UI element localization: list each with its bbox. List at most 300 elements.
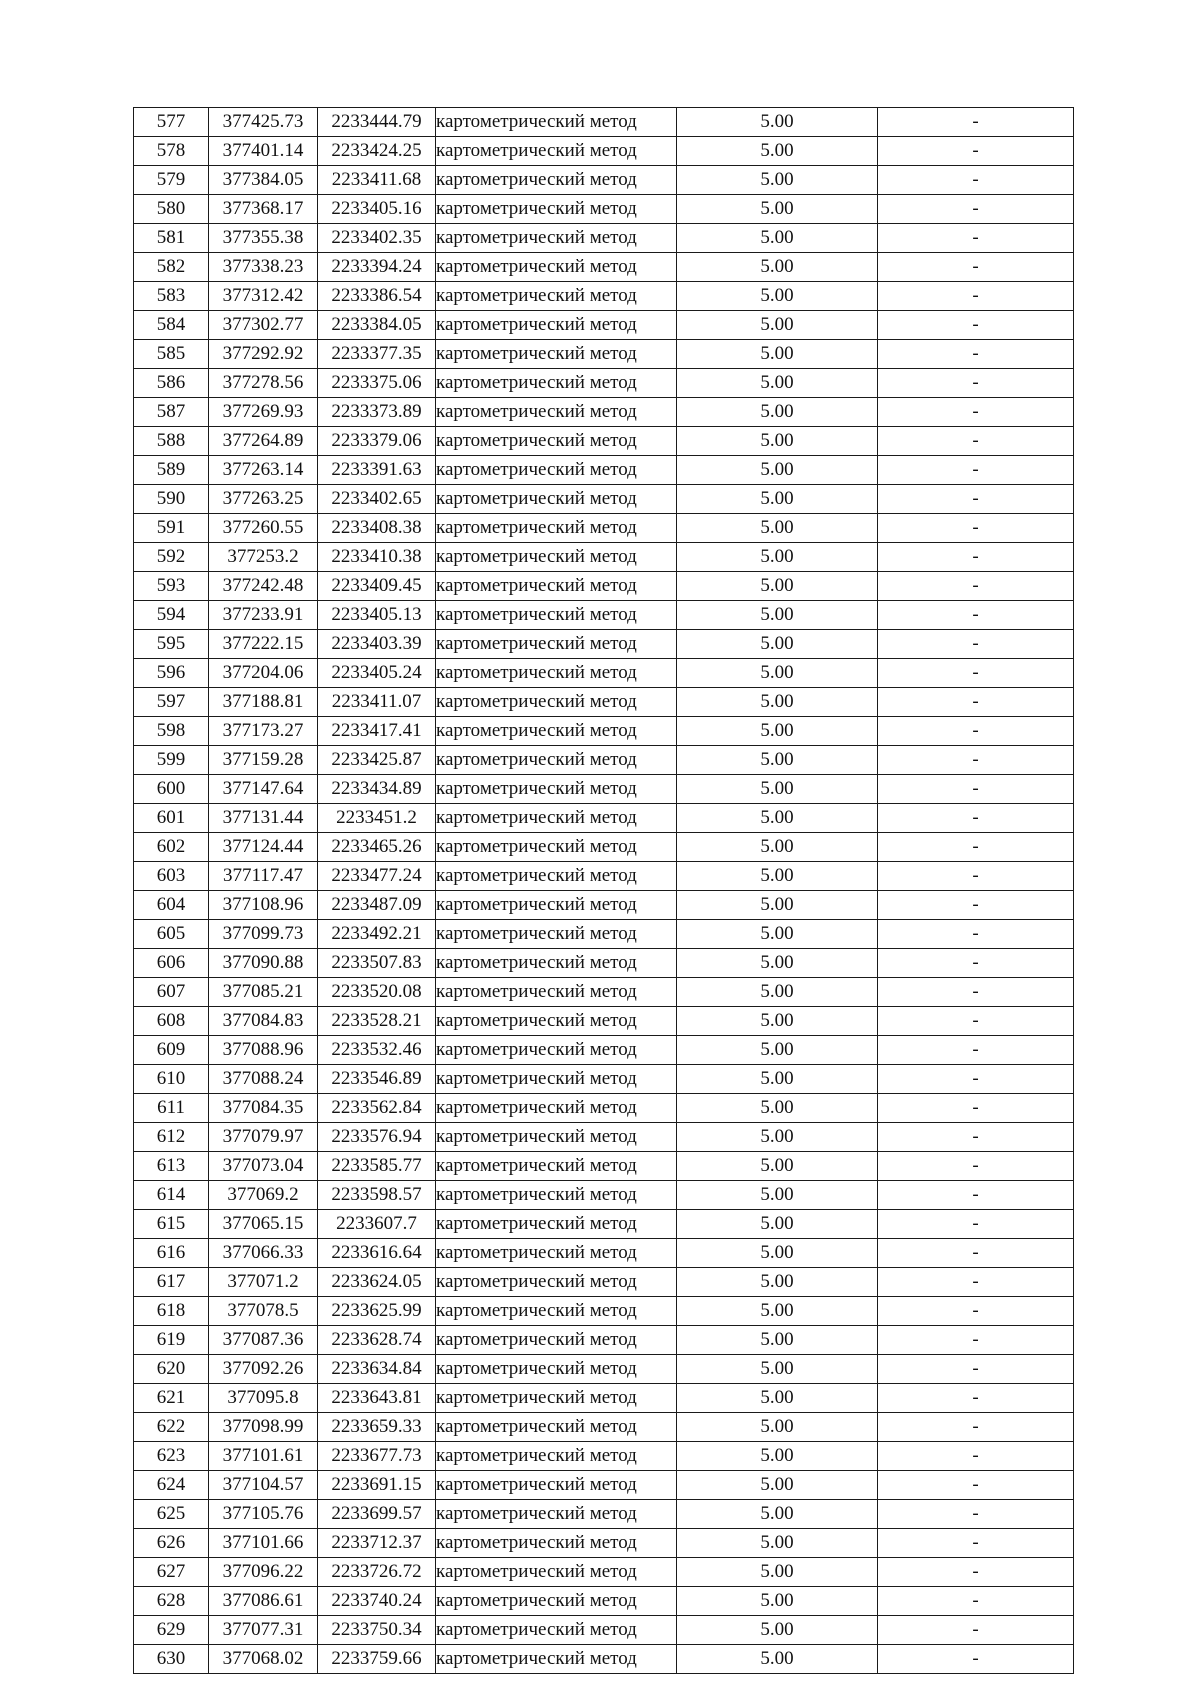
accuracy-cell: 5.00 — [677, 601, 878, 630]
accuracy-cell: 5.00 — [677, 630, 878, 659]
method-cell: картометрический метод — [436, 1442, 677, 1471]
accuracy-cell: 5.00 — [677, 1558, 878, 1587]
method-cell: картометрический метод — [436, 630, 677, 659]
point-number-cell: 595 — [134, 630, 209, 659]
table-row — [134, 485, 1074, 514]
y-coordinate-cell: 2233373.89 — [318, 398, 436, 427]
table-row — [134, 1413, 1074, 1442]
y-coordinate-cell: 2233417.41 — [318, 717, 436, 746]
y-coordinate-cell: 2233411.68 — [318, 166, 436, 195]
note-cell: - — [878, 1587, 1074, 1616]
y-coordinate-cell: 2233434.89 — [318, 775, 436, 804]
note-cell: - — [878, 1645, 1074, 1674]
accuracy-cell: 5.00 — [677, 1587, 878, 1616]
accuracy-cell: 5.00 — [677, 1616, 878, 1645]
y-coordinate-cell: 2233659.33 — [318, 1413, 436, 1442]
table-row — [134, 543, 1074, 572]
point-number-cell: 581 — [134, 224, 209, 253]
table-row — [134, 978, 1074, 1007]
method-cell: картометрический метод — [436, 224, 677, 253]
y-coordinate-cell: 2233391.63 — [318, 456, 436, 485]
table-row — [134, 1297, 1074, 1326]
accuracy-cell: 5.00 — [677, 1210, 878, 1239]
method-cell: картометрический метод — [436, 891, 677, 920]
note-cell: - — [878, 398, 1074, 427]
method-cell: картометрический метод — [436, 1384, 677, 1413]
point-number-cell: 611 — [134, 1094, 209, 1123]
method-cell: картометрический метод — [436, 1645, 677, 1674]
x-coordinate-cell: 377278.56 — [209, 369, 318, 398]
point-number-cell: 618 — [134, 1297, 209, 1326]
note-cell: - — [878, 369, 1074, 398]
point-number-cell: 602 — [134, 833, 209, 862]
note-cell: - — [878, 1268, 1074, 1297]
accuracy-cell: 5.00 — [677, 514, 878, 543]
note-cell: - — [878, 978, 1074, 1007]
accuracy-cell: 5.00 — [677, 775, 878, 804]
note-cell: - — [878, 833, 1074, 862]
y-coordinate-cell: 2233677.73 — [318, 1442, 436, 1471]
point-number-cell: 587 — [134, 398, 209, 427]
accuracy-cell: 5.00 — [677, 1152, 878, 1181]
point-number-cell: 629 — [134, 1616, 209, 1645]
table-row — [134, 137, 1074, 166]
accuracy-cell: 5.00 — [677, 659, 878, 688]
y-coordinate-cell: 2233528.21 — [318, 1007, 436, 1036]
accuracy-cell: 5.00 — [677, 1036, 878, 1065]
x-coordinate-cell: 377087.36 — [209, 1326, 318, 1355]
accuracy-cell: 5.00 — [677, 282, 878, 311]
table-row — [134, 1645, 1074, 1674]
x-coordinate-cell: 377071.2 — [209, 1268, 318, 1297]
note-cell: - — [878, 1181, 1074, 1210]
accuracy-cell: 5.00 — [677, 1442, 878, 1471]
accuracy-cell: 5.00 — [677, 949, 878, 978]
table-row — [134, 949, 1074, 978]
x-coordinate-cell: 377078.5 — [209, 1297, 318, 1326]
table-row — [134, 1384, 1074, 1413]
accuracy-cell: 5.00 — [677, 137, 878, 166]
note-cell: - — [878, 862, 1074, 891]
point-number-cell: 592 — [134, 543, 209, 572]
method-cell: картометрический метод — [436, 775, 677, 804]
note-cell: - — [878, 891, 1074, 920]
table-row — [134, 862, 1074, 891]
table-row — [134, 833, 1074, 862]
accuracy-cell: 5.00 — [677, 862, 878, 891]
method-cell: картометрический метод — [436, 282, 677, 311]
x-coordinate-cell: 377188.81 — [209, 688, 318, 717]
y-coordinate-cell: 2233585.77 — [318, 1152, 436, 1181]
point-number-cell: 630 — [134, 1645, 209, 1674]
x-coordinate-cell: 377368.17 — [209, 195, 318, 224]
y-coordinate-cell: 2233634.84 — [318, 1355, 436, 1384]
point-number-cell: 624 — [134, 1471, 209, 1500]
note-cell: - — [878, 1152, 1074, 1181]
point-number-cell: 612 — [134, 1123, 209, 1152]
x-coordinate-cell: 377088.96 — [209, 1036, 318, 1065]
note-cell: - — [878, 659, 1074, 688]
note-cell: - — [878, 1529, 1074, 1558]
x-coordinate-cell: 377104.57 — [209, 1471, 318, 1500]
method-cell: картометрический метод — [436, 1471, 677, 1500]
y-coordinate-cell: 2233384.05 — [318, 311, 436, 340]
y-coordinate-cell: 2233425.87 — [318, 746, 436, 775]
note-cell: - — [878, 572, 1074, 601]
accuracy-cell: 5.00 — [677, 224, 878, 253]
note-cell: - — [878, 1123, 1074, 1152]
table-row — [134, 398, 1074, 427]
point-number-cell: 606 — [134, 949, 209, 978]
x-coordinate-cell: 377222.15 — [209, 630, 318, 659]
x-coordinate-cell: 377425.73 — [209, 108, 318, 137]
method-cell: картометрический метод — [436, 1326, 677, 1355]
note-cell: - — [878, 1616, 1074, 1645]
accuracy-cell: 5.00 — [677, 1500, 878, 1529]
y-coordinate-cell: 2233532.46 — [318, 1036, 436, 1065]
method-cell: картометрический метод — [436, 340, 677, 369]
x-coordinate-cell: 377065.15 — [209, 1210, 318, 1239]
point-number-cell: 589 — [134, 456, 209, 485]
accuracy-cell: 5.00 — [677, 1007, 878, 1036]
accuracy-cell: 5.00 — [677, 1645, 878, 1674]
accuracy-cell: 5.00 — [677, 717, 878, 746]
method-cell: картометрический метод — [436, 746, 677, 775]
x-coordinate-cell: 377338.23 — [209, 253, 318, 282]
point-number-cell: 586 — [134, 369, 209, 398]
y-coordinate-cell: 2233451.2 — [318, 804, 436, 833]
table-row — [134, 1065, 1074, 1094]
table-row — [134, 456, 1074, 485]
method-cell: картометрический метод — [436, 1355, 677, 1384]
note-cell: - — [878, 1094, 1074, 1123]
accuracy-cell: 5.00 — [677, 920, 878, 949]
point-number-cell: 579 — [134, 166, 209, 195]
method-cell: картометрический метод — [436, 717, 677, 746]
accuracy-cell: 5.00 — [677, 456, 878, 485]
x-coordinate-cell: 377117.47 — [209, 862, 318, 891]
point-number-cell: 620 — [134, 1355, 209, 1384]
x-coordinate-cell: 377302.77 — [209, 311, 318, 340]
accuracy-cell: 5.00 — [677, 195, 878, 224]
point-number-cell: 627 — [134, 1558, 209, 1587]
table-row — [134, 891, 1074, 920]
y-coordinate-cell: 2233408.38 — [318, 514, 436, 543]
y-coordinate-cell: 2233607.7 — [318, 1210, 436, 1239]
point-number-cell: 598 — [134, 717, 209, 746]
x-coordinate-cell: 377131.44 — [209, 804, 318, 833]
note-cell: - — [878, 485, 1074, 514]
method-cell: картометрический метод — [436, 1210, 677, 1239]
method-cell: картометрический метод — [436, 311, 677, 340]
method-cell: картометрический метод — [436, 137, 677, 166]
note-cell: - — [878, 427, 1074, 456]
table-row — [134, 1326, 1074, 1355]
x-coordinate-cell: 377401.14 — [209, 137, 318, 166]
y-coordinate-cell: 2233377.35 — [318, 340, 436, 369]
point-number-cell: 597 — [134, 688, 209, 717]
y-coordinate-cell: 2233759.66 — [318, 1645, 436, 1674]
accuracy-cell: 5.00 — [677, 1065, 878, 1094]
table-row — [134, 1007, 1074, 1036]
y-coordinate-cell: 2233643.81 — [318, 1384, 436, 1413]
point-number-cell: 609 — [134, 1036, 209, 1065]
table-row — [134, 253, 1074, 282]
method-cell: картометрический метод — [436, 1587, 677, 1616]
table-row — [134, 659, 1074, 688]
method-cell: картометрический метод — [436, 456, 677, 485]
table-row — [134, 1152, 1074, 1181]
y-coordinate-cell: 2233492.21 — [318, 920, 436, 949]
point-number-cell: 626 — [134, 1529, 209, 1558]
point-number-cell: 594 — [134, 601, 209, 630]
point-number-cell: 603 — [134, 862, 209, 891]
point-number-cell: 608 — [134, 1007, 209, 1036]
x-coordinate-cell: 377085.21 — [209, 978, 318, 1007]
method-cell: картометрический метод — [436, 978, 677, 1007]
x-coordinate-cell: 377260.55 — [209, 514, 318, 543]
x-coordinate-cell: 377233.91 — [209, 601, 318, 630]
table-row — [134, 369, 1074, 398]
y-coordinate-cell: 2233405.16 — [318, 195, 436, 224]
point-number-cell: 616 — [134, 1239, 209, 1268]
accuracy-cell: 5.00 — [677, 311, 878, 340]
accuracy-cell: 5.00 — [677, 398, 878, 427]
accuracy-cell: 5.00 — [677, 340, 878, 369]
note-cell: - — [878, 1471, 1074, 1500]
method-cell: картометрический метод — [436, 166, 677, 195]
method-cell: картометрический метод — [436, 688, 677, 717]
method-cell: картометрический метод — [436, 1616, 677, 1645]
method-cell: картометрический метод — [436, 862, 677, 891]
method-cell: картометрический метод — [436, 1500, 677, 1529]
x-coordinate-cell: 377084.83 — [209, 1007, 318, 1036]
point-number-cell: 607 — [134, 978, 209, 1007]
x-coordinate-cell: 377098.99 — [209, 1413, 318, 1442]
table-row — [134, 717, 1074, 746]
accuracy-cell: 5.00 — [677, 1529, 878, 1558]
note-cell: - — [878, 340, 1074, 369]
point-number-cell: 600 — [134, 775, 209, 804]
accuracy-cell: 5.00 — [677, 572, 878, 601]
y-coordinate-cell: 2233520.08 — [318, 978, 436, 1007]
x-coordinate-cell: 377068.02 — [209, 1645, 318, 1674]
x-coordinate-cell: 377077.31 — [209, 1616, 318, 1645]
x-coordinate-cell: 377312.42 — [209, 282, 318, 311]
method-cell: картометрический метод — [436, 833, 677, 862]
note-cell: - — [878, 1239, 1074, 1268]
method-cell: картометрический метод — [436, 485, 677, 514]
point-number-cell: 613 — [134, 1152, 209, 1181]
x-coordinate-cell: 377096.22 — [209, 1558, 318, 1587]
accuracy-cell: 5.00 — [677, 543, 878, 572]
x-coordinate-cell: 377086.61 — [209, 1587, 318, 1616]
note-cell: - — [878, 746, 1074, 775]
x-coordinate-cell: 377108.96 — [209, 891, 318, 920]
method-cell: картометрический метод — [436, 804, 677, 833]
x-coordinate-cell: 377242.48 — [209, 572, 318, 601]
point-number-cell: 614 — [134, 1181, 209, 1210]
x-coordinate-cell: 377204.06 — [209, 659, 318, 688]
table-row — [134, 1529, 1074, 1558]
table-row — [134, 572, 1074, 601]
accuracy-cell: 5.00 — [677, 1471, 878, 1500]
y-coordinate-cell: 2233402.65 — [318, 485, 436, 514]
table-row — [134, 1500, 1074, 1529]
table-row — [134, 630, 1074, 659]
accuracy-cell: 5.00 — [677, 108, 878, 137]
accuracy-cell: 5.00 — [677, 978, 878, 1007]
table-row — [134, 427, 1074, 456]
y-coordinate-cell: 2233394.24 — [318, 253, 436, 282]
point-number-cell: 585 — [134, 340, 209, 369]
accuracy-cell: 5.00 — [677, 1413, 878, 1442]
x-coordinate-cell: 377263.25 — [209, 485, 318, 514]
table-row — [134, 1355, 1074, 1384]
y-coordinate-cell: 2233403.39 — [318, 630, 436, 659]
note-cell: - — [878, 456, 1074, 485]
point-number-cell: 610 — [134, 1065, 209, 1094]
y-coordinate-cell: 2233691.15 — [318, 1471, 436, 1500]
point-number-cell: 615 — [134, 1210, 209, 1239]
note-cell: - — [878, 1326, 1074, 1355]
y-coordinate-cell: 2233699.57 — [318, 1500, 436, 1529]
y-coordinate-cell: 2233424.25 — [318, 137, 436, 166]
y-coordinate-cell: 2233410.38 — [318, 543, 436, 572]
x-coordinate-cell: 377105.76 — [209, 1500, 318, 1529]
table-row — [134, 1123, 1074, 1152]
method-cell: картометрический метод — [436, 1065, 677, 1094]
point-number-cell: 605 — [134, 920, 209, 949]
y-coordinate-cell: 2233750.34 — [318, 1616, 436, 1645]
x-coordinate-cell: 377384.05 — [209, 166, 318, 195]
y-coordinate-cell: 2233477.24 — [318, 862, 436, 891]
method-cell: картометрический метод — [436, 1529, 677, 1558]
note-cell: - — [878, 1442, 1074, 1471]
x-coordinate-cell: 377092.26 — [209, 1355, 318, 1384]
y-coordinate-cell: 2233628.74 — [318, 1326, 436, 1355]
note-cell: - — [878, 717, 1074, 746]
point-number-cell: 625 — [134, 1500, 209, 1529]
y-coordinate-cell: 2233402.35 — [318, 224, 436, 253]
point-number-cell: 596 — [134, 659, 209, 688]
note-cell: - — [878, 514, 1074, 543]
note-cell: - — [878, 804, 1074, 833]
x-coordinate-cell: 377088.24 — [209, 1065, 318, 1094]
table-row — [134, 1210, 1074, 1239]
method-cell: картометрический метод — [436, 601, 677, 630]
point-number-cell: 621 — [134, 1384, 209, 1413]
method-cell: картометрический метод — [436, 949, 677, 978]
x-coordinate-cell: 377073.04 — [209, 1152, 318, 1181]
note-cell: - — [878, 224, 1074, 253]
method-cell: картометрический метод — [436, 659, 677, 688]
y-coordinate-cell: 2233379.06 — [318, 427, 436, 456]
x-coordinate-cell: 377095.8 — [209, 1384, 318, 1413]
x-coordinate-cell: 377124.44 — [209, 833, 318, 862]
point-number-cell: 628 — [134, 1587, 209, 1616]
y-coordinate-cell: 2233465.26 — [318, 833, 436, 862]
method-cell: картометрический метод — [436, 427, 677, 456]
x-coordinate-cell: 377173.27 — [209, 717, 318, 746]
note-cell: - — [878, 601, 1074, 630]
method-cell: картометрический метод — [436, 920, 677, 949]
y-coordinate-cell: 2233507.83 — [318, 949, 436, 978]
accuracy-cell: 5.00 — [677, 166, 878, 195]
table-row — [134, 1268, 1074, 1297]
accuracy-cell: 5.00 — [677, 804, 878, 833]
accuracy-cell: 5.00 — [677, 1268, 878, 1297]
x-coordinate-cell: 377253.2 — [209, 543, 318, 572]
accuracy-cell: 5.00 — [677, 1181, 878, 1210]
point-number-cell: 584 — [134, 311, 209, 340]
x-coordinate-cell: 377099.73 — [209, 920, 318, 949]
accuracy-cell: 5.00 — [677, 1123, 878, 1152]
note-cell: - — [878, 949, 1074, 978]
x-coordinate-cell: 377355.38 — [209, 224, 318, 253]
coordinates-table — [133, 107, 1074, 1674]
note-cell: - — [878, 543, 1074, 572]
table-row — [134, 1587, 1074, 1616]
y-coordinate-cell: 2233375.06 — [318, 369, 436, 398]
method-cell: картометрический метод — [436, 253, 677, 282]
method-cell: картометрический метод — [436, 1036, 677, 1065]
note-cell: - — [878, 1065, 1074, 1094]
y-coordinate-cell: 2233546.89 — [318, 1065, 436, 1094]
point-number-cell: 583 — [134, 282, 209, 311]
y-coordinate-cell: 2233409.45 — [318, 572, 436, 601]
y-coordinate-cell: 2233624.05 — [318, 1268, 436, 1297]
y-coordinate-cell: 2233712.37 — [318, 1529, 436, 1558]
x-coordinate-cell: 377101.66 — [209, 1529, 318, 1558]
accuracy-cell: 5.00 — [677, 1326, 878, 1355]
point-number-cell: 622 — [134, 1413, 209, 1442]
x-coordinate-cell: 377292.92 — [209, 340, 318, 369]
table-row — [134, 688, 1074, 717]
method-cell: картометрический метод — [436, 1123, 677, 1152]
note-cell: - — [878, 1210, 1074, 1239]
y-coordinate-cell: 2233444.79 — [318, 108, 436, 137]
x-coordinate-cell: 377147.64 — [209, 775, 318, 804]
x-coordinate-cell: 377066.33 — [209, 1239, 318, 1268]
accuracy-cell: 5.00 — [677, 1239, 878, 1268]
x-coordinate-cell: 377269.93 — [209, 398, 318, 427]
accuracy-cell: 5.00 — [677, 1094, 878, 1123]
method-cell: картометрический метод — [436, 1094, 677, 1123]
note-cell: - — [878, 1355, 1074, 1384]
x-coordinate-cell: 377264.89 — [209, 427, 318, 456]
y-coordinate-cell: 2233625.99 — [318, 1297, 436, 1326]
accuracy-cell: 5.00 — [677, 427, 878, 456]
point-number-cell: 593 — [134, 572, 209, 601]
point-number-cell: 582 — [134, 253, 209, 282]
note-cell: - — [878, 688, 1074, 717]
coordinates-table-body — [134, 108, 1074, 1674]
table-row — [134, 804, 1074, 833]
y-coordinate-cell: 2233598.57 — [318, 1181, 436, 1210]
table-row — [134, 1239, 1074, 1268]
note-cell: - — [878, 1036, 1074, 1065]
x-coordinate-cell: 377090.88 — [209, 949, 318, 978]
note-cell: - — [878, 253, 1074, 282]
table-row — [134, 1471, 1074, 1500]
note-cell: - — [878, 1297, 1074, 1326]
method-cell: картометрический метод — [436, 1152, 677, 1181]
accuracy-cell: 5.00 — [677, 1384, 878, 1413]
note-cell: - — [878, 1384, 1074, 1413]
table-row — [134, 514, 1074, 543]
y-coordinate-cell: 2233576.94 — [318, 1123, 436, 1152]
